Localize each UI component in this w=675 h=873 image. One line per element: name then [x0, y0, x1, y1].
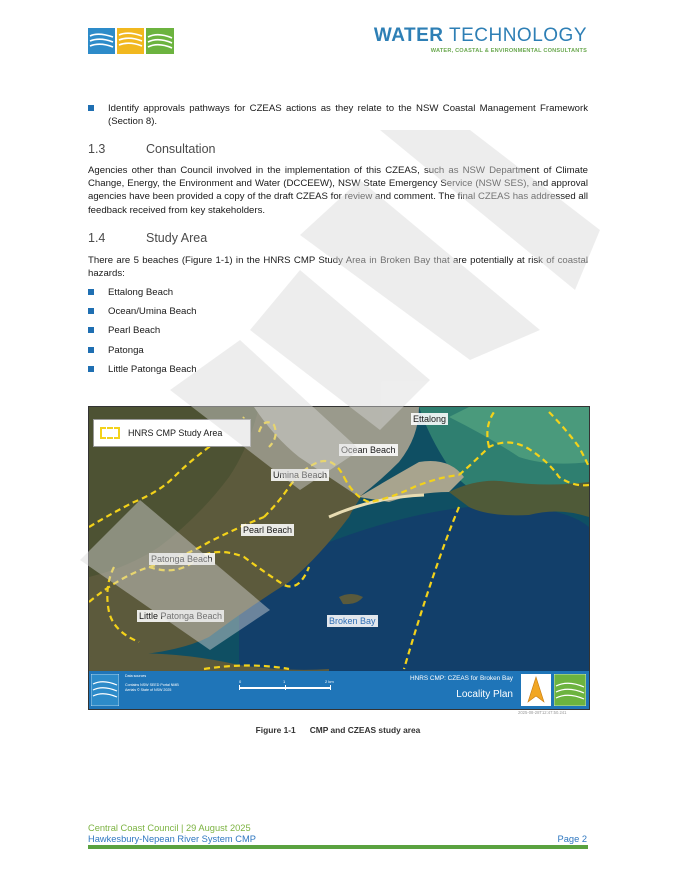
study-area-legend-swatch: [100, 427, 120, 439]
map-label-ocean-beach: Ocean Beach: [341, 445, 396, 455]
map-timestamp: 2025-08-28T12:47:50.241: [518, 710, 567, 715]
water-technology-logo-small: [554, 674, 586, 706]
brand-tagline: WATER, COASTAL & ENVIRONMENTAL CONSULTANTS: [430, 48, 587, 54]
figure-caption: Figure 1-1 CMP and CZEAS study area: [255, 725, 421, 735]
map-label-broken-bay: Broken Bay: [329, 616, 376, 626]
water-technology-brand: [374, 26, 587, 54]
bullet-square-icon: [88, 105, 94, 111]
consultation-paragraph: Agencies other than Council involved in the implementation of this CZEAS, such as NSW Department of Climate Change, Energy, the Environment and Water (DCCEEW), NSW State Emergency Service (NSW SES), and approval agencies have been provided a copy of the draft CZEAS for review and comment. The final CZEAS has addressed all feedback received from key stakeholders.: [88, 165, 588, 216]
map-label-patonga-beach: Patonga Beach: [151, 554, 213, 564]
legend-label-text: HNRS CMP Study Area: [128, 428, 223, 438]
intro-bullet: Identify approvals pathways for CZEAS actions as they relate to the NSW Coastal Management Framework (Section 8).: [88, 102, 588, 128]
section-heading-consultation: 1.3 Consultation: [88, 142, 216, 156]
bullet-square-icon: [88, 327, 94, 333]
map-label-ettalong: Ettalong: [413, 414, 447, 424]
beach-list-item: Patonga: [88, 344, 588, 357]
bullet-square-icon: [88, 366, 94, 372]
data-sources-label: Data sources: [125, 674, 147, 678]
council-logo-small: [91, 674, 119, 706]
footer-rule: [88, 845, 588, 849]
beach-list-item: Ocean/Umina Beach: [88, 305, 588, 318]
map-subtitle: Locality Plan: [456, 689, 513, 700]
north-arrow-icon: [521, 674, 551, 706]
bullet-square-icon: [88, 347, 94, 353]
page-number: Page 2: [557, 834, 587, 844]
beach-list-item: Ettalong Beach: [88, 286, 588, 299]
bullet-square-icon: [88, 289, 94, 295]
beach-list-item: Little Patonga Beach: [88, 363, 588, 376]
map-title: HNRS CMP: CZEAS for Broken Bay: [410, 675, 513, 682]
map-label-pearl-beach: Pearl Beach: [243, 525, 293, 535]
footer-council-date: Central Coast Council | 29 August 2025: [88, 823, 251, 833]
bullet-square-icon: [88, 308, 94, 314]
brand-name: WATER TECHNOLOGY: [373, 25, 587, 46]
study-area-paragraph: There are 5 beaches (Figure 1-1) in the HNRS CMP Study Area in Broken Bay that are potentially at risk of coastal hazards:: [88, 255, 588, 280]
data-sources-text: Contains NSW SEED Portal NMB Aerials © State of NSW 2025: [125, 683, 179, 692]
map-label-umina-beach: Umina Beach: [273, 470, 328, 480]
study-area-map: [88, 406, 590, 710]
footer-document-title: Hawkesbury-Nepean River System CMP: [88, 834, 256, 844]
map-legend: [93, 419, 251, 447]
map-title-block: Data sources Contains NSW SEED Portal NMB Aerials © State of NSW 2025 0 1 2 km HNRS CMP: CZEAS for Broken Bay Locality Plan: [89, 671, 589, 709]
section-heading-study-area: 1.4 Study Area: [88, 231, 208, 245]
beach-list-item: Pearl Beach: [88, 324, 588, 337]
map-label-little-patonga-beach: Little Patonga Beach: [139, 611, 223, 621]
council-logo: [88, 28, 174, 54]
